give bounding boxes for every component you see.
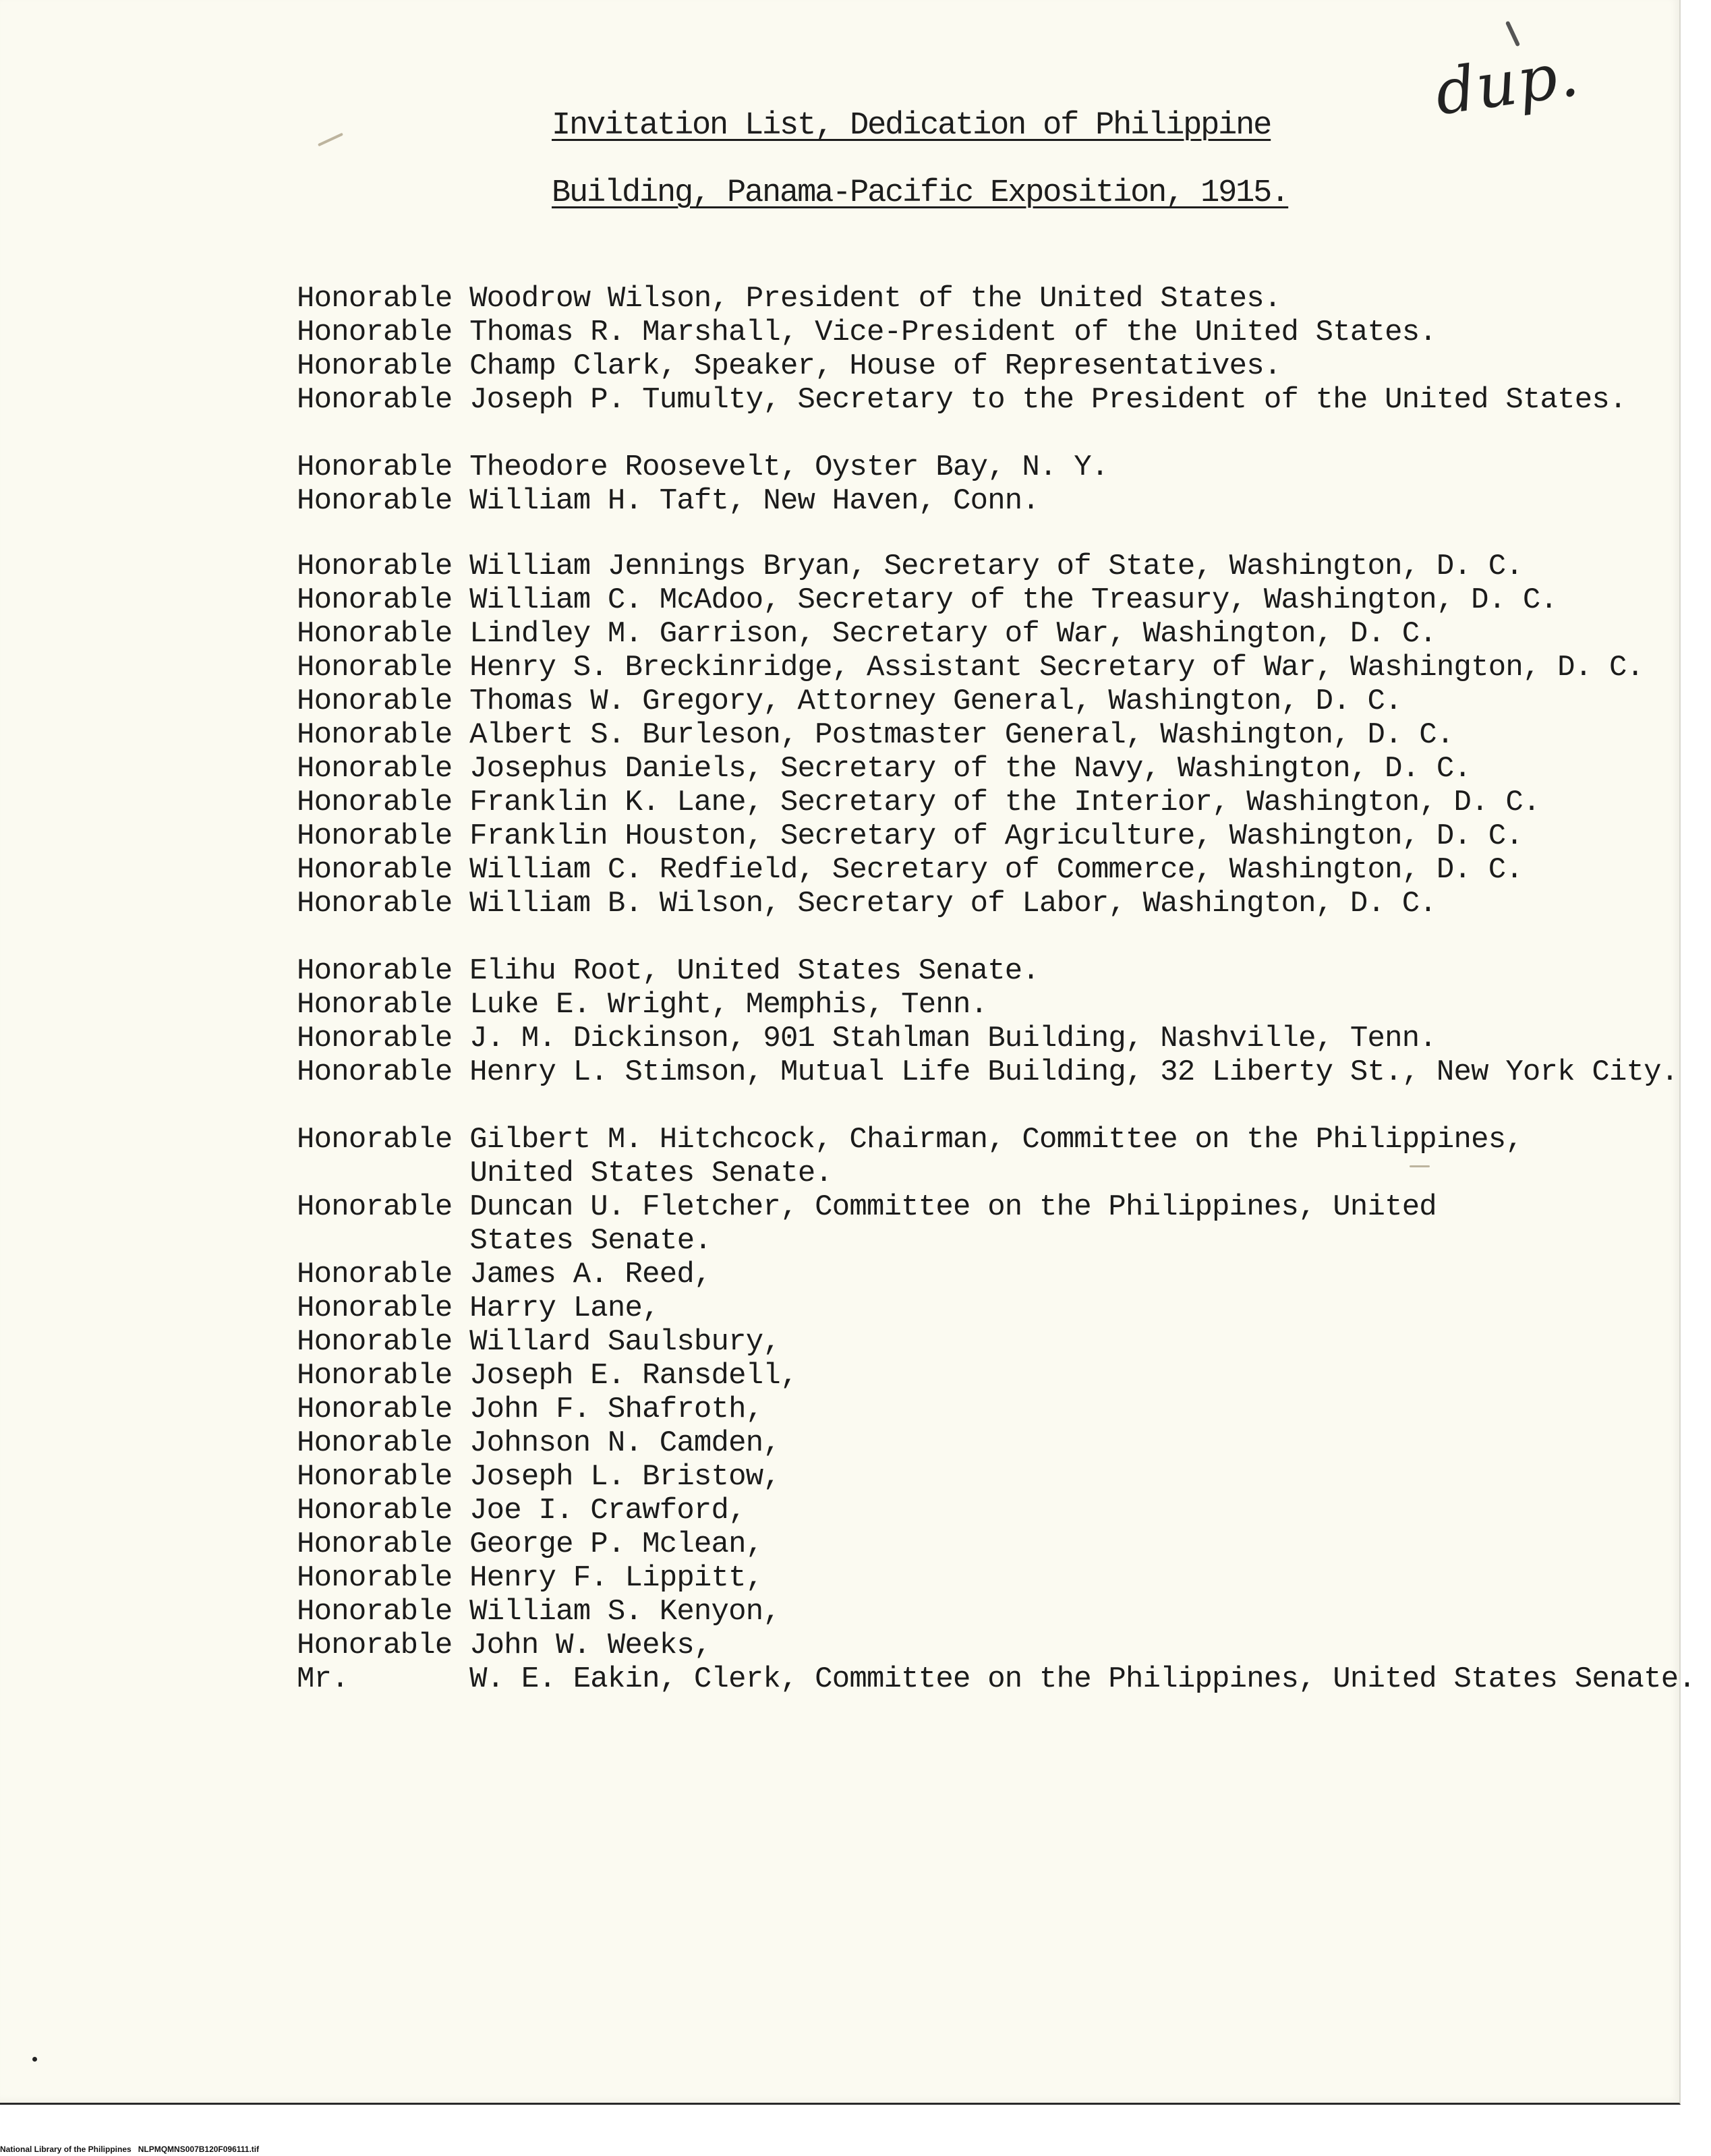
list-entry bbox=[297, 484, 1039, 518]
entry-prefix: Honorable bbox=[297, 1595, 453, 1629]
entry-prefix: Honorable bbox=[297, 1022, 453, 1055]
list-entry bbox=[297, 887, 1437, 921]
entry-text: Franklin K. Lane, Secretary of the Interior, Washington, D. C. bbox=[469, 786, 1540, 819]
entry-prefix: Honorable bbox=[297, 1494, 453, 1527]
list-entry bbox=[297, 316, 1437, 349]
list-entry bbox=[297, 450, 1108, 484]
entry-prefix: Honorable bbox=[297, 1393, 453, 1426]
list-entry bbox=[297, 1595, 780, 1629]
entry-text: Franklin Houston, Secretary of Agriculture, Washington, D. C. bbox=[469, 819, 1523, 853]
entry-prefix: Honorable bbox=[297, 1325, 453, 1359]
entry-prefix: Honorable bbox=[297, 1426, 453, 1460]
entry-prefix: Mr. bbox=[297, 1662, 349, 1696]
list-entry bbox=[297, 1055, 1678, 1089]
entry-prefix: Honorable bbox=[297, 1527, 453, 1561]
entry-text: Lindley M. Garrison, Secretary of War, Washington, D. C. bbox=[469, 617, 1437, 651]
entry-prefix: Honorable bbox=[297, 1291, 453, 1325]
entry-prefix: Honorable bbox=[297, 583, 453, 617]
entry-prefix: Honorable bbox=[297, 316, 453, 349]
entry-text: Thomas W. Gregory, Attorney General, Washington, D. C. bbox=[469, 684, 1402, 718]
entry-text: William S. Kenyon, bbox=[469, 1595, 780, 1629]
entry-text: James A. Reed, bbox=[469, 1258, 712, 1291]
list-entry bbox=[297, 1460, 780, 1494]
entry-prefix: Honorable bbox=[297, 1460, 453, 1494]
entry-text: Willard Saulsbury, bbox=[469, 1325, 780, 1359]
paper-dot bbox=[32, 2057, 37, 2062]
entry-text: Henry L. Stimson, Mutual Life Building, 32 Liberty St., New York City. bbox=[469, 1055, 1679, 1089]
list-entry bbox=[297, 1291, 660, 1325]
entry-text: John F. Shafroth, bbox=[469, 1393, 763, 1426]
entry-prefix: Honorable bbox=[297, 1359, 453, 1393]
list-entry bbox=[297, 1393, 763, 1426]
list-entry bbox=[297, 684, 1402, 718]
entry-prefix: Honorable bbox=[297, 954, 453, 988]
entry-prefix: Honorable bbox=[297, 718, 453, 752]
entry-prefix: Honorable bbox=[297, 651, 453, 684]
entry-text: Elihu Root, United States Senate. bbox=[469, 954, 1040, 988]
entry-text: Joseph E. Ransdell, bbox=[469, 1359, 798, 1393]
list-entry bbox=[297, 752, 1471, 786]
entry-text: William C. McAdoo, Secretary of the Treasury, Washington, D. C. bbox=[469, 583, 1558, 617]
entry-prefix: Honorable bbox=[297, 1190, 453, 1224]
entry-continuation: United States Senate. bbox=[469, 1157, 833, 1190]
entry-prefix: Honorable bbox=[297, 617, 453, 651]
entry-text: Joseph L. Bristow, bbox=[469, 1460, 780, 1494]
entry-prefix: Honorable bbox=[297, 1561, 453, 1595]
entry-text: Josephus Daniels, Secretary of the Navy, Washington, D. C. bbox=[469, 752, 1472, 786]
list-entry bbox=[297, 1426, 780, 1460]
scan-footer bbox=[0, 2145, 259, 2154]
entry-prefix: Honorable bbox=[297, 988, 453, 1022]
list-entry bbox=[297, 550, 1523, 583]
entry-text: Harry Lane, bbox=[469, 1291, 660, 1325]
entry-prefix: Honorable bbox=[297, 887, 453, 921]
pen-tick-mark bbox=[1505, 21, 1520, 47]
entry-text: Theodore Roosevelt, Oyster Bay, N. Y. bbox=[469, 450, 1109, 484]
entry-text: Gilbert M. Hitchcock, Chairman, Committee on the Philippines, bbox=[469, 1123, 1523, 1157]
entry-text: J. M. Dickinson, 901 Stahlman Building, Nashville, Tenn. bbox=[469, 1022, 1437, 1055]
list-entry bbox=[297, 1662, 1695, 1696]
entry-text: Johnson N. Camden, bbox=[469, 1426, 780, 1460]
entry-text: William C. Redfield, Secretary of Commerce, Washington, D. C. bbox=[469, 853, 1523, 887]
entry-prefix: Honorable bbox=[297, 383, 453, 417]
entry-prefix: Honorable bbox=[297, 819, 453, 853]
list-entry bbox=[297, 1022, 1437, 1055]
entry-text: Henry F. Lippitt, bbox=[469, 1561, 763, 1595]
list-entry bbox=[297, 1561, 763, 1595]
list-entry bbox=[297, 1527, 763, 1561]
entry-prefix: Honorable bbox=[297, 349, 453, 383]
entry-text: George P. Mclean, bbox=[469, 1527, 763, 1561]
entry-prefix: Honorable bbox=[297, 1258, 453, 1291]
list-entry bbox=[297, 988, 987, 1022]
paper-mark bbox=[1410, 1165, 1430, 1167]
title-line-1: Invitation List, Dedication of Philippine bbox=[552, 108, 1271, 144]
list-entry bbox=[297, 1494, 746, 1527]
list-entry bbox=[297, 1359, 798, 1393]
list-entry bbox=[297, 819, 1523, 853]
list-entry bbox=[297, 617, 1437, 651]
handwritten-annotation: dup. bbox=[1430, 37, 1584, 129]
entry-prefix: Honorable bbox=[297, 282, 453, 316]
entry-prefix: Honorable bbox=[297, 550, 453, 583]
entry-text: Henry S. Breckinridge, Assistant Secretary of War, Washington, D. C. bbox=[469, 651, 1644, 684]
list-entry bbox=[297, 583, 1557, 617]
entry-prefix: Honorable bbox=[297, 786, 453, 819]
footer-file: NLPMQMNS007B120F096111.tif bbox=[138, 2145, 260, 2154]
entry-text: Luke E. Wright, Memphis, Tenn. bbox=[469, 988, 988, 1022]
entry-prefix: Honorable bbox=[297, 450, 453, 484]
entry-prefix: Honorable bbox=[297, 853, 453, 887]
entry-prefix: Honorable bbox=[297, 1123, 453, 1157]
entry-prefix: Honorable bbox=[297, 752, 453, 786]
list-entry bbox=[297, 954, 1039, 988]
entry-text: William B. Wilson, Secretary of Labor, Washington, D. C. bbox=[469, 887, 1437, 921]
entry-text: John W. Weeks, bbox=[469, 1629, 712, 1662]
entry-text: William H. Taft, New Haven, Conn. bbox=[469, 484, 1040, 518]
list-entry bbox=[297, 1123, 1523, 1157]
footer-library: National Library of the Philippines bbox=[0, 2145, 132, 2154]
list-entry bbox=[297, 1325, 780, 1359]
list-entry bbox=[297, 1629, 712, 1662]
list-entry bbox=[297, 349, 1281, 383]
entry-prefix: Honorable bbox=[297, 1055, 453, 1089]
list-entry bbox=[297, 1190, 1437, 1224]
entry-text: Albert S. Burleson, Postmaster General, Washington, D. C. bbox=[469, 718, 1454, 752]
title-line-2: Building, Panama-Pacific Exposition, 1915. bbox=[552, 175, 1289, 211]
entry-prefix: Honorable bbox=[297, 684, 453, 718]
list-entry bbox=[297, 853, 1523, 887]
list-entry bbox=[297, 786, 1540, 819]
paper-mark bbox=[318, 133, 343, 147]
entry-text: W. E. Eakin, Clerk, Committee on the Philippines, United States Senate. bbox=[469, 1662, 1695, 1696]
list-entry bbox=[297, 718, 1454, 752]
list-entry bbox=[297, 651, 1644, 684]
entry-text: Woodrow Wilson, President of the United States. bbox=[469, 282, 1281, 316]
entry-text: Champ Clark, Speaker, House of Representatives. bbox=[469, 349, 1281, 383]
entry-text: Joe I. Crawford, bbox=[469, 1494, 746, 1527]
list-entry bbox=[297, 383, 1627, 417]
entry-text: Duncan U. Fletcher, Committee on the Philippines, United bbox=[469, 1190, 1437, 1224]
list-entry bbox=[297, 1258, 712, 1291]
entry-text: Thomas R. Marshall, Vice-President of the United States. bbox=[469, 316, 1437, 349]
entry-text: Joseph P. Tumulty, Secretary to the President of the United States. bbox=[469, 383, 1627, 417]
entry-text: William Jennings Bryan, Secretary of State, Washington, D. C. bbox=[469, 550, 1523, 583]
entry-prefix: Honorable bbox=[297, 484, 453, 518]
entry-prefix: Honorable bbox=[297, 1629, 453, 1662]
entry-continuation: States Senate. bbox=[469, 1224, 712, 1258]
list-entry bbox=[297, 282, 1281, 316]
